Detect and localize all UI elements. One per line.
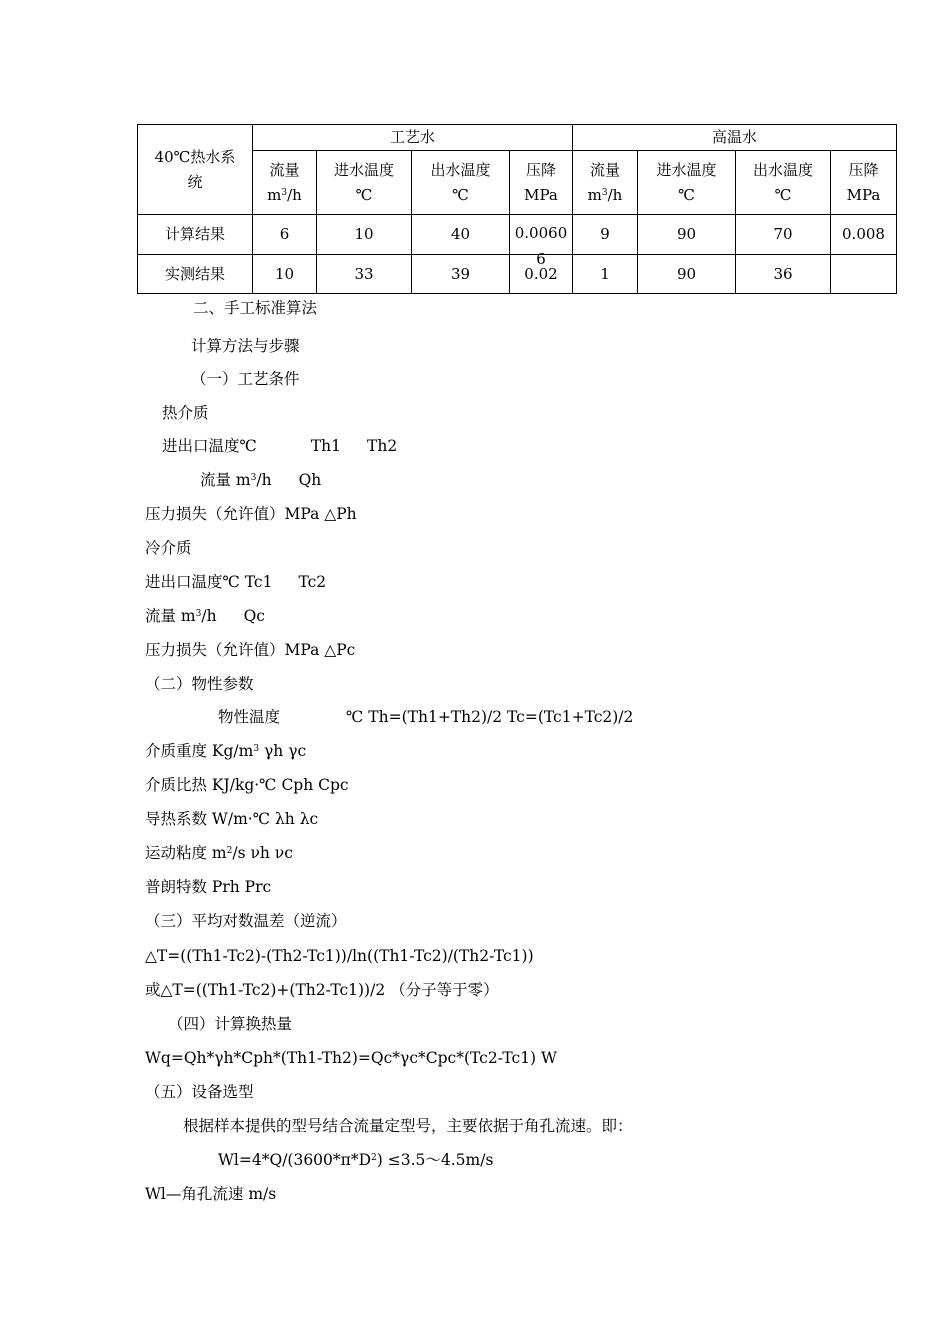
header-inlet-temp-hot: 进水温度 ℃ xyxy=(638,151,736,215)
text-line: 流量 $m^3/h$ Qc xyxy=(145,607,265,625)
table-cell: 70 xyxy=(736,215,831,255)
subsection-heading: （二）物性参数 xyxy=(145,675,254,693)
formula: △T=((Th1-Tc2)-(Th2-Tc1))/ln((Th1-Tc2)/(Th2-Tc1)) xyxy=(145,947,534,965)
table-row xyxy=(138,255,897,294)
group-process-water: 工艺水 xyxy=(253,125,573,151)
table-cell: 9 xyxy=(573,215,638,255)
subsection-heading: （五）设备选型 xyxy=(145,1083,254,1101)
group-hot-water: 高温水 xyxy=(573,125,897,151)
text-line: 流量 $m^3/h$ Qh xyxy=(200,471,322,489)
table-cell: 33 xyxy=(317,255,412,294)
text-line: Wl—角孔流速 m/s xyxy=(145,1185,277,1203)
header-pressure-drop-hot: 压降 MPa xyxy=(831,151,897,215)
text-line: 物性温度 ℃ Th=(Th1+Th2)/2 Tc=(Tc1+Tc2)/2 xyxy=(218,708,634,726)
table-cell: 39 xyxy=(412,255,510,294)
text-line: 冷介质 xyxy=(145,539,192,557)
subheading: 计算方法与步骤 xyxy=(191,337,300,355)
header-outlet-temp-hot: 出水温度 ℃ xyxy=(736,151,831,215)
results-table xyxy=(137,124,897,294)
subsection-heading: （四）计算换热量 xyxy=(168,1015,293,1033)
text-line: 导热系数 W/m·℃ λh λc xyxy=(145,810,319,828)
text-line: 进出口温度℃ Tc1 Tc2 xyxy=(145,573,327,591)
text-line: 根据样本提供的型号结合流量定型号，主要依据于角孔流速。即： xyxy=(183,1117,633,1135)
table-cell xyxy=(831,255,897,294)
text-line: 热介质 xyxy=(162,404,209,422)
header-flow-hot: 流量 $m^3/h$ xyxy=(573,151,638,215)
text-line: 进出口温度℃ Th1 Th2 xyxy=(162,437,398,455)
header-outlet-temp-process: 出水温度 ℃ xyxy=(412,151,510,215)
text-line: 运动粘度 $m^2/s$ νh νc xyxy=(145,844,293,862)
table-cell: 0.008 xyxy=(831,215,897,255)
table-cell: 10 xyxy=(317,215,412,255)
formula: $Wl=4*Q/(3600*\pi*D^2)$ ≤3.5～4.5m/s xyxy=(218,1151,494,1169)
header-pressure-drop-process: 压降 MPa xyxy=(510,151,573,215)
header-flow-process: 流量 $m^3/h$ xyxy=(253,151,317,215)
text-line: 普朗特数 Prh Prc xyxy=(145,878,272,896)
table-cell: 0.02 xyxy=(510,255,573,294)
row-label: 实测结果 xyxy=(138,255,253,294)
text-line: 介质比热 KJ/kg·℃ Cph Cpc xyxy=(145,776,349,794)
formula: 或△T=((Th1-Tc2)+(Th2-Tc1))/2 （分子等于零） xyxy=(145,981,499,999)
subsection-heading: （三）平均对数温差（逆流） xyxy=(145,912,347,930)
table-cell: 1 xyxy=(573,255,638,294)
system-label-cell xyxy=(138,125,253,215)
table-cell: 6 xyxy=(253,215,317,255)
clipped-value: 0.00606 xyxy=(514,223,568,268)
table-cell: 36 xyxy=(736,255,831,294)
formula: Wq=Qh*γh*Cph*(Th1-Th2)=Qc*γc*Cpc*(Tc2-Tc1) W xyxy=(145,1049,557,1067)
row-label: 计算结果 xyxy=(138,215,253,255)
table-cell: 40 xyxy=(412,215,510,255)
text-line: 压力损失（允许值）MPa △Pc xyxy=(145,641,356,659)
table-cell: 10 xyxy=(253,255,317,294)
table-cell xyxy=(510,215,573,268)
system-label: 40℃热水系统 xyxy=(154,147,236,191)
subsection-heading: （一）工艺条件 xyxy=(191,370,300,388)
table-cell: 90 xyxy=(638,255,736,294)
header-inlet-temp-process: 进水温度 ℃ xyxy=(317,151,412,215)
text-line: 压力损失（允许值）MPa △Ph xyxy=(145,505,357,523)
text-line: 介质重度 $Kg/m^3$ γh γc xyxy=(145,742,307,760)
section-heading: 二、手工标准算法 xyxy=(193,299,318,317)
table-cell: 90 xyxy=(638,215,736,255)
table-row xyxy=(138,215,897,255)
